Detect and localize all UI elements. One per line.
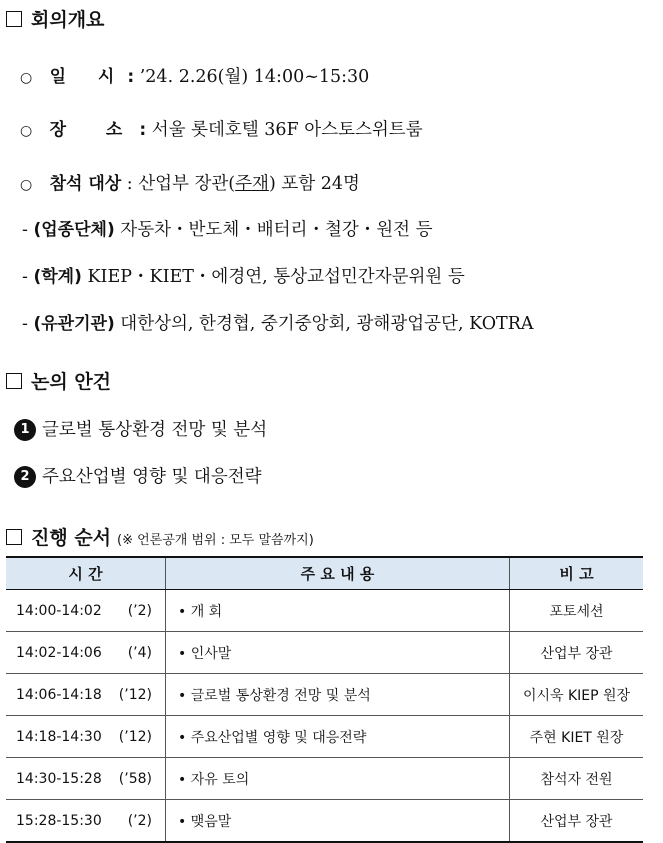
place-value: 서울 롯데호텔 36F 아스토스위트룸 <box>151 120 423 140</box>
table-header-row <box>6 557 643 590</box>
date-value: ’24. 2.26(월) 14:00~15:30 <box>139 67 370 87</box>
circle-bullet-icon: ○ <box>20 123 33 139</box>
group-line: - (학계) KIEP・KIET・에경연, 통상교섭민간자문위원 등 <box>22 267 465 287</box>
table-row: 14:30-15:28 (’58) • 자유 토의 참석자 전원 <box>6 758 643 800</box>
table-row: 14:02-14:06 (’4) • 인사말 산업부 장관 <box>6 632 643 674</box>
section-program-heading: 진행 순서 (※ 언론공개 범위 : 모두 말씀까지) <box>6 523 314 550</box>
date-line: ○ 일 시: ’24. 2.26(월) 14:00~15:30 <box>20 67 370 87</box>
table-row: 14:00-14:02 (’2) • 개 회 포토세션 <box>6 590 643 632</box>
header-content: 주 요 내 용 <box>166 557 510 590</box>
circle-bullet-icon: ○ <box>20 177 33 193</box>
agenda-item: 1 글로벌 통상환경 전망 및 분석 <box>14 416 267 441</box>
table-row: 15:28-15:30 (’2) • 맺음말 산업부 장관 <box>6 800 643 843</box>
attendees-label: 참석 대상 <box>49 174 122 194</box>
table-row: 14:18-14:30 (’12) • 주요산업별 영향 및 대응전략 주현 KIET 원장 <box>6 716 643 758</box>
press-note: (※ 언론공개 범위 : 모두 말씀까지) <box>117 533 314 548</box>
place-label: 장 소 <box>49 120 140 140</box>
agenda-item: 2 주요산업별 영향 및 대응전략 <box>14 463 262 488</box>
attendees-line: ○ 참석 대상 : 산업부 장관(주재) 포함 24명 <box>20 174 360 194</box>
group-line: - (업종단체) 자동차・반도체・배터리・철강・원전 등 <box>22 220 433 240</box>
date-label: 일 시 <box>49 67 128 87</box>
checkbox-square-icon <box>6 11 22 27</box>
table-row: 14:06-14:18 (’12) • 글로벌 통상환경 전망 및 분석 이시욱 KIEP 원장 <box>6 674 643 716</box>
number-2-icon: 2 <box>14 466 36 488</box>
header-remark: 비 고 <box>510 557 644 590</box>
number-1-icon: 1 <box>14 419 36 441</box>
header-time: 시 간 <box>6 557 166 590</box>
chair-note: 주재 <box>235 174 269 194</box>
program-table <box>6 556 643 843</box>
section-agenda-heading: 논의 안건 <box>6 367 111 394</box>
section-overview-heading: 회의개요 <box>6 5 104 32</box>
group-line: - (유관기관) 대한상의, 한경협, 중기중앙회, 광해광업공단, KOTRA <box>22 314 534 334</box>
place-line: ○ 장 소: 서울 롯데호텔 36F 아스토스위트룸 <box>20 120 423 140</box>
circle-bullet-icon: ○ <box>20 70 33 86</box>
checkbox-square-icon <box>6 373 22 389</box>
checkbox-square-icon <box>6 529 22 545</box>
